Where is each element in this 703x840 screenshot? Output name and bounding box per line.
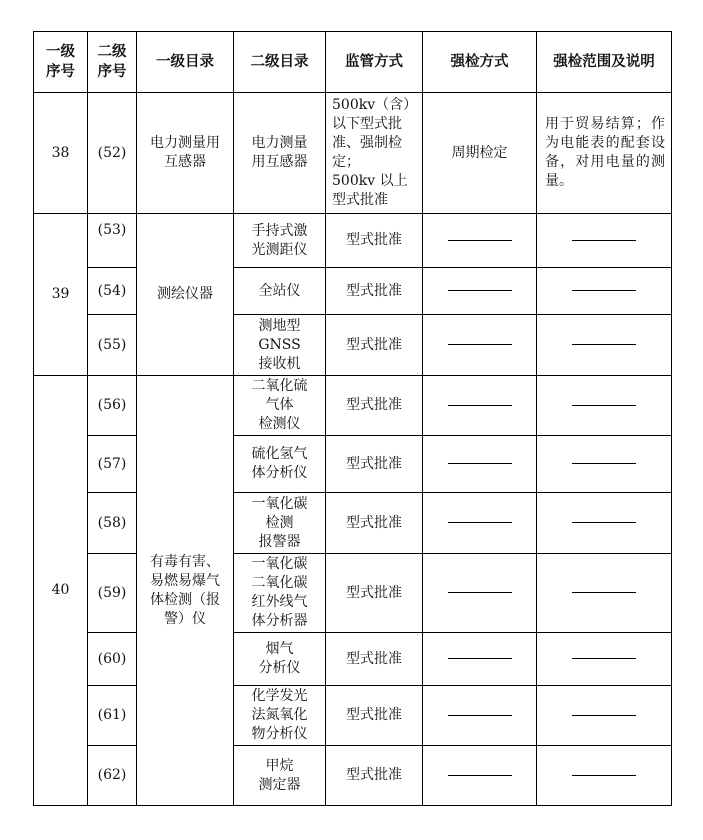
level2-no: (61) (88, 686, 137, 746)
blank-dash (572, 405, 636, 406)
level1-catalog: 测绘仪器 (137, 214, 234, 376)
level2-catalog: 一氧化碳 二氧化碳 红外线气 体分析器 (234, 554, 326, 633)
table-row (34, 376, 672, 436)
header-row (34, 32, 672, 93)
table-row (34, 436, 672, 493)
level2-no: (57) (88, 436, 137, 493)
level2-catalog: 测地型 GNSS 接收机 (234, 315, 326, 376)
scope-description: 用于贸易结算；作为电能表的配套设备，对用电量的测量。 (537, 93, 672, 214)
blank-dash (448, 522, 512, 523)
level1-catalog: 电力测量用 互感器 (137, 93, 234, 214)
level2-no: (58) (88, 493, 137, 554)
level2-no: (52) (88, 93, 137, 214)
blank-dash (572, 344, 636, 345)
header-level1-no: 一级 序号 (34, 32, 88, 93)
table-row (34, 554, 672, 633)
supervision-method: 型式批准 (326, 746, 423, 806)
table-row (34, 93, 672, 214)
table-row (34, 214, 672, 268)
level2-no: (59) (88, 554, 137, 633)
level1-catalog: 有毒有害、 易燃易爆气 体检测（报 警）仪 (137, 376, 234, 806)
level2-catalog: 化学发光 法氮氧化 物分析仪 (234, 686, 326, 746)
blank-dash (448, 658, 512, 659)
level2-no: (53) (97, 222, 127, 238)
table-row (34, 686, 672, 746)
table-row (34, 315, 672, 376)
inspection-method: 周期检定 (423, 93, 537, 214)
blank-dash (572, 592, 636, 593)
header-inspection: 强检方式 (423, 32, 537, 93)
supervision-method: 型式批准 (326, 214, 423, 268)
header-level2-no: 二级 序号 (88, 32, 137, 93)
level2-no: (62) (88, 746, 137, 806)
blank-dash (572, 463, 636, 464)
level2-no: (54) (88, 268, 137, 315)
level2-catalog: 硫化氢气 体分析仪 (234, 436, 326, 493)
table-row (34, 633, 672, 686)
regulation-table (33, 31, 672, 806)
blank-dash (448, 463, 512, 464)
blank-dash (448, 344, 512, 345)
blank-dash (448, 775, 512, 776)
table-row (34, 493, 672, 554)
level1-no: 40 (34, 376, 88, 806)
level2-catalog: 烟气 分析仪 (234, 633, 326, 686)
blank-dash (572, 290, 636, 291)
blank-dash (448, 290, 512, 291)
header-supervision: 监管方式 (326, 32, 423, 93)
blank-dash (448, 240, 512, 241)
supervision-method: 型式批准 (326, 686, 423, 746)
level2-catalog: 手持式激 光测距仪 (234, 214, 326, 268)
blank-dash (448, 592, 512, 593)
header-level1-catalog: 一级目录 (137, 32, 234, 93)
level1-no: 39 (34, 214, 88, 376)
header-level2-catalog: 二级目录 (234, 32, 326, 93)
level2-no: (55) (88, 315, 137, 376)
blank-dash (448, 405, 512, 406)
supervision-method: 型式批准 (326, 493, 423, 554)
supervision-method: 500kv（含） 以下型式批 准、强制检 定； 500kv 以上 型式批准 (326, 93, 423, 214)
table-row (34, 746, 672, 806)
blank-dash (572, 658, 636, 659)
level2-catalog: 一氧化碳 检测 报警器 (234, 493, 326, 554)
level1-no: 38 (34, 93, 88, 214)
blank-dash (572, 522, 636, 523)
supervision-method: 型式批准 (326, 376, 423, 436)
level2-no: (56) (88, 376, 137, 436)
table-row (34, 268, 672, 315)
blank-dash (448, 715, 512, 716)
level2-catalog: 二氧化硫 气体 检测仪 (234, 376, 326, 436)
blank-dash (572, 240, 636, 241)
header-scope: 强检范围及说明 (537, 32, 672, 93)
supervision-method: 型式批准 (326, 633, 423, 686)
level2-catalog: 甲烷 测定器 (234, 746, 326, 806)
level2-no: (60) (88, 633, 137, 686)
supervision-method: 型式批准 (326, 268, 423, 315)
supervision-method: 型式批准 (326, 436, 423, 493)
supervision-method: 型式批准 (326, 554, 423, 633)
blank-dash (572, 775, 636, 776)
supervision-method: 型式批准 (326, 315, 423, 376)
level2-catalog: 电力测量 用互感器 (234, 93, 326, 214)
blank-dash (572, 715, 636, 716)
level2-catalog: 全站仪 (234, 268, 326, 315)
